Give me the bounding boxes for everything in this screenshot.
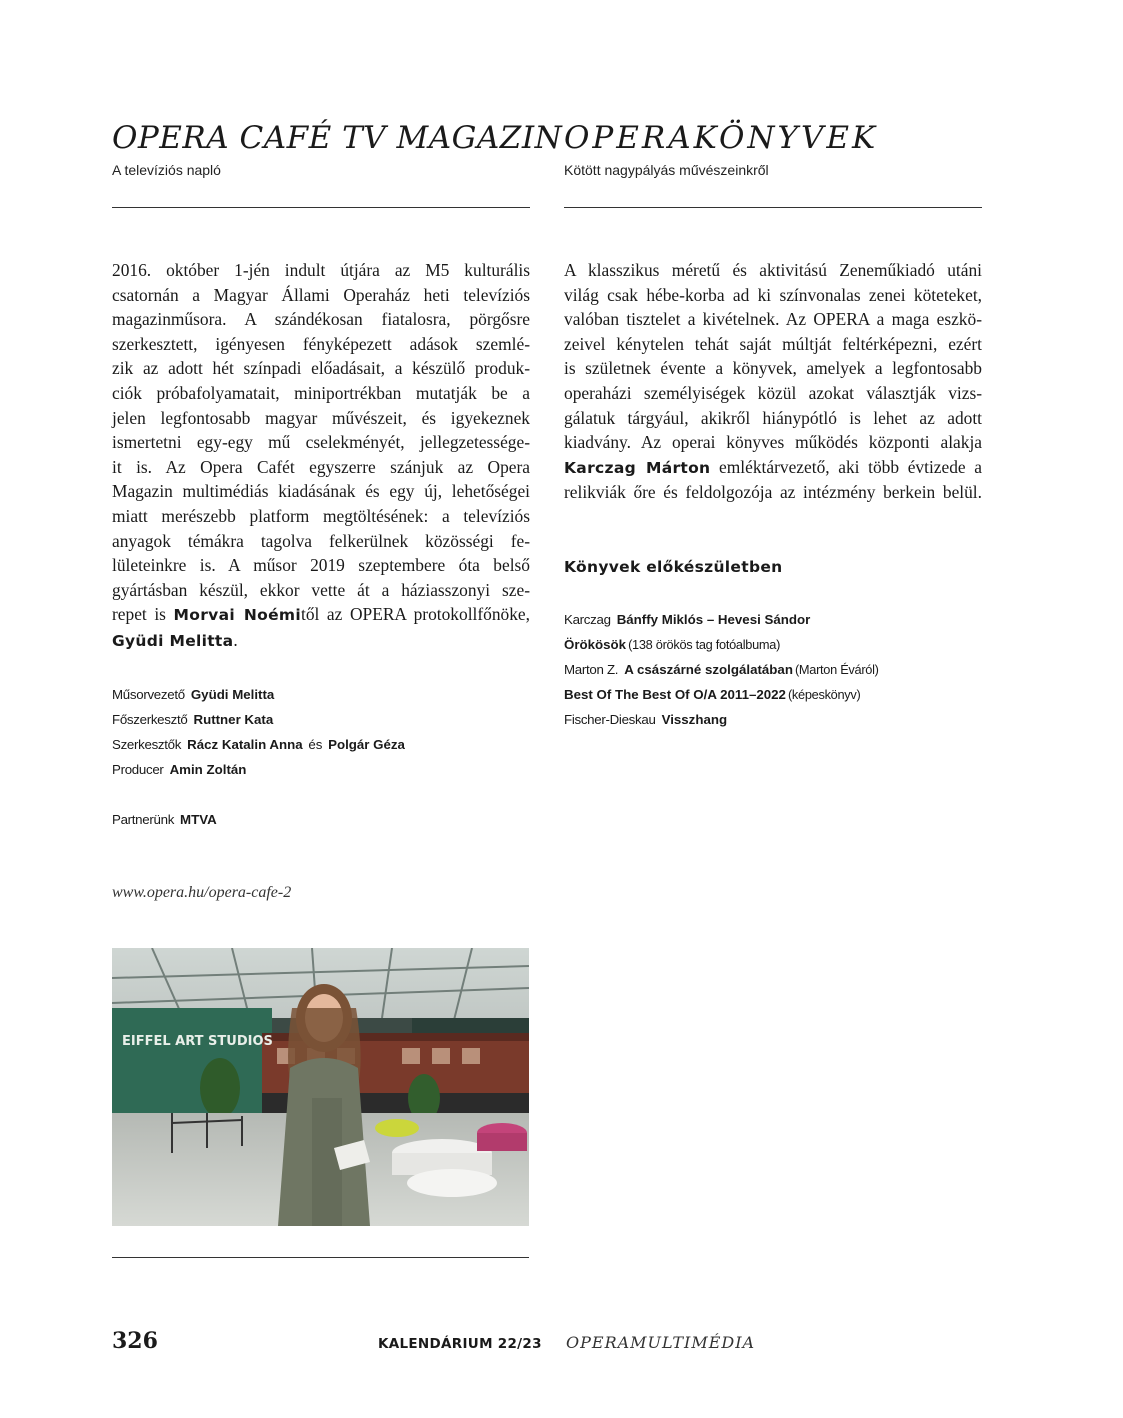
body-line [564,455,982,481]
book-note: (138 örökös tag fotóalbuma) [628,637,781,652]
book-item [564,607,879,632]
body-text-fragment: től az OPERA protokollfőnöke, [300,604,531,625]
body-line: lületeinkre is. A műsor 2019 szeptembere óta belső [112,555,530,576]
divider [112,1257,529,1258]
body-line: zik az adott hét színpadi előadásait, a készülő produk- [112,358,530,379]
credit-item [112,707,405,732]
credit-item [112,682,405,707]
books-list [564,607,879,732]
operakonyvek-body-text [564,258,982,505]
section-title-opera-cafe: OPERA CAFÉ TV MAGAZIN [112,120,563,156]
body-line: valóban tisztelet a kivételnek. Az OPERA a maga eszkö- [564,309,982,330]
body-line: gyártásban készül, ekkor vette át a háziasszonyi sze- [112,579,530,600]
credit-item [112,807,217,832]
credit-role: Szerkesztők [112,737,182,752]
body-line: jelen legfontosabb magyar művészeit, és igyekeznek [112,407,530,428]
credit-role: Producer [112,762,164,777]
credit-name: Ruttner Kata [193,712,274,727]
opera-cafe-url[interactable]: www.opera.hu/opera-cafe-2 [112,884,292,901]
book-title: A császárné szolgálatában [624,662,793,677]
body-line: is születnek évente a könyvek, amelyek a legfontosabb [564,358,982,379]
body-line: magazinműsora. A szándékosan fiatalosra, pörgősre [112,309,530,330]
book-title: Visszhang [661,712,728,727]
credit-name: Polgár Géza [328,737,405,752]
credits-list [112,682,405,782]
credit-conjunction: és [308,737,323,752]
book-title: Bánffy Miklós – Hevesi Sándor [616,612,811,627]
divider [112,207,530,208]
book-title: Örökösök [564,637,627,652]
book-author: Fischer-Dieskau [564,712,656,727]
credit-name: Gyüdi Melitta [190,687,275,702]
book-author: Marton Z. [564,662,619,677]
credit-role: Partnerünk [112,812,175,827]
credit-name: MTVA [180,812,217,827]
body-line: miatt merészebb platform megtöltésének: a televíziós [112,505,530,526]
body-line: it is. Az Opera Cafét egyszerre szánjuk az Opera [112,456,530,477]
person-name-karczag-marton: Karczag Márton [564,458,711,477]
book-note: (képeskönyv) [787,687,861,702]
section-subtitle-operakonyvek: Kötött nagypályás művészeinkről [564,162,769,178]
body-line: relikviák őre és feldolgozója az intézmény berkein belül. [564,482,982,503]
body-text-fragment: repet is [112,604,174,625]
section-name: OPERAMULTIMÉDIA [566,1333,756,1352]
studio-photo-illustration [112,948,529,1226]
book-item [564,707,879,732]
section-title-operakonyvek: OPERAKÖNYVEK [564,120,879,156]
body-line [112,602,530,628]
book-title: Best Of The Best Of O/A 2011–2022 [564,687,786,702]
body-line: csatornán a Magyar Állami Operaház heti televíziós [112,284,530,305]
body-line: anyagok témákra tagolva felkerülnek közösségi fe- [112,530,530,551]
book-author: Karczag [564,612,611,627]
body-line: operaházi személyiségek közül azokat választják vizs- [564,382,982,403]
book-note: (Marton Éváról) [794,662,879,677]
publication-name: KALENDÁRIUM 22/23 [378,1336,542,1352]
book-item [564,657,879,682]
body-line: 2016. október 1-jén indult útjára az M5 kulturális [112,260,530,280]
books-heading: Könyvek előkészületben [564,558,783,576]
book-item [564,632,879,657]
divider [564,207,982,208]
body-line: Magazin multimédiás kiadásának és egy új, lehetőségei [112,481,530,502]
studio-sign-text: EIFFEL ART STUDIOS [122,1034,273,1049]
body-line: világ csak hébe-korba ad ki színvonalas zenei köteteket, [564,284,982,305]
body-line: A klasszikus méretű és aktivitású Zeneműkiadó utáni [564,260,982,280]
opera-cafe-body-text [112,258,530,654]
section-subtitle-opera-cafe: A televíziós napló [112,162,221,178]
page-number: 326 [112,1328,158,1354]
book-item [564,682,879,707]
body-line [112,628,530,654]
opera-cafe-photo [112,948,529,1226]
credit-name: Rácz Katalin Anna [187,737,303,752]
body-text-fragment: . [233,629,238,650]
credit-item [112,757,405,782]
body-text-fragment: emléktárvezető, aki több évtizede a [710,456,982,477]
person-name-morvai-noemi: Morvai Noémi [173,606,301,625]
credit-role: Műsorvezető [112,687,185,702]
body-line: gálatuk tárgyául, akikről hiánypótló is lehet az adott [564,407,982,428]
body-line: ismertetni egy-egy mű cselekményét, jellegzetessége- [112,432,530,453]
person-name-gyudi-melitta: Gyüdi Melitta [112,631,234,650]
body-line: kiadvány. Az operai könyves működés központi alakja [564,432,982,453]
credit-role: Főszerkesztő [112,712,188,727]
partner-credit [112,807,217,832]
credit-name: Amin Zoltán [169,762,247,777]
body-line: szerkesztett, igényesen fényképezett adások szemlé- [112,333,530,354]
body-line: zeivel kénytelen tehát saját múltját feltérképezni, ezért [564,333,982,354]
credit-item [112,732,405,757]
body-line: ciók próbafolyamatait, miniportrékban mutatják be a [112,382,530,403]
